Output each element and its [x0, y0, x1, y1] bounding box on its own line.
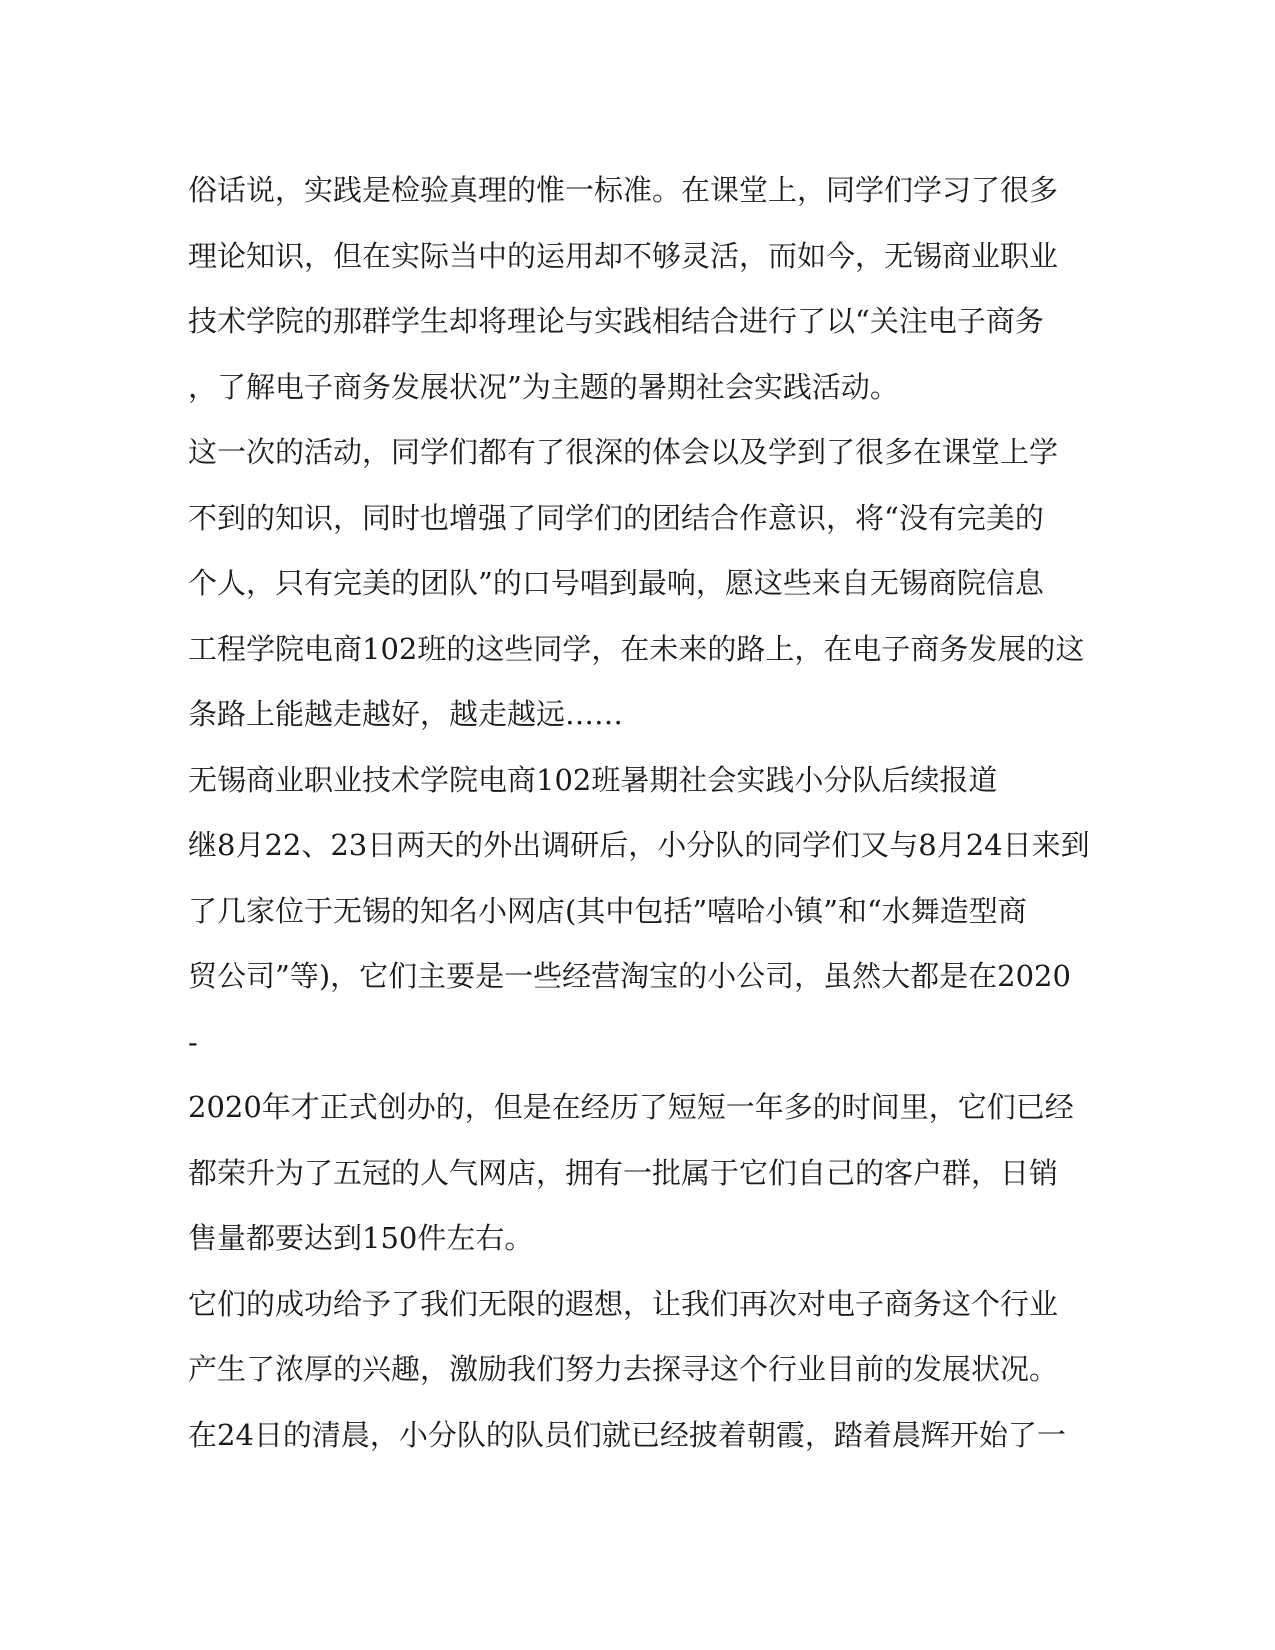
text-line-15: 2020年才正式创办的，但是在经历了短短一年多的时间里，它们已经 [188, 1090, 1074, 1124]
text-line-11: 继8月22、23日两天的外出调研后，小分队的同学们又与8月24日来到 [188, 828, 1090, 862]
section-heading: 无锡商业职业技术学院电商102班暑期社会实践小分队后续报道 [188, 762, 998, 797]
text-line-13: 贸公司”等)，它们主要是一些经营淘宝的小公司，虽然大都是在2020 [188, 959, 1071, 993]
text-line-3: 技术学院的那群学生却将理论与实践相结合进行了以“关注电子商务 [188, 304, 1044, 338]
text-line-19: 产生了浓厚的兴趣，激励我们努力去探寻这个行业目前的发展状况。 [188, 1352, 1059, 1386]
body-text [188, 158, 1088, 1468]
text-line-9: 条路上能越走越好，越走越远…… [188, 697, 624, 731]
text-line-2: 理论知识，但在实际当中的运用却不够灵活，而如今，无锡商业职业 [188, 238, 1059, 273]
text-line-7: 个人，只有完美的团队”的口号唱到最响，愿这些来自无锡商院信息 [188, 566, 1044, 600]
text-line-14: - [188, 1024, 198, 1059]
text-line-8: 工程学院电商102班的这些同学，在未来的路上，在电子商务发展的这 [188, 631, 1085, 666]
text-line-4: ，了解电子商务发展状况”为主题的暑期社会实践活动。 [188, 369, 899, 404]
text-line-12: 了几家位于无锡的知名小网店(其中包括”嘻哈小镇”和“水舞造型商 [188, 893, 1027, 928]
text-line-18: 它们的成功给予了我们无限的遐想，让我们再次对电子商务这个行业 [188, 1286, 1059, 1321]
text-line-20: 在24日的清晨，小分队的队员们就已经披着朝霞，踏着晨辉开始了一 [188, 1417, 1066, 1452]
text-line-6: 不到的知识，同时也增强了同学们的团结合作意识，将“没有完美的 [188, 500, 1044, 535]
text-line-1: 俗话说，实践是检验真理的惟一标准。在课堂上，同学们学习了很多 [188, 173, 1059, 207]
text-line-17: 售量都要达到150件左右。 [188, 1221, 534, 1255]
text-line-5: 这一次的活动，同学们都有了很深的体会以及学到了很多在课堂上学 [188, 435, 1059, 469]
text-line-16: 都荣升为了五冠的人气网店，拥有一批属于它们自己的客户群，日销 [188, 1155, 1059, 1190]
